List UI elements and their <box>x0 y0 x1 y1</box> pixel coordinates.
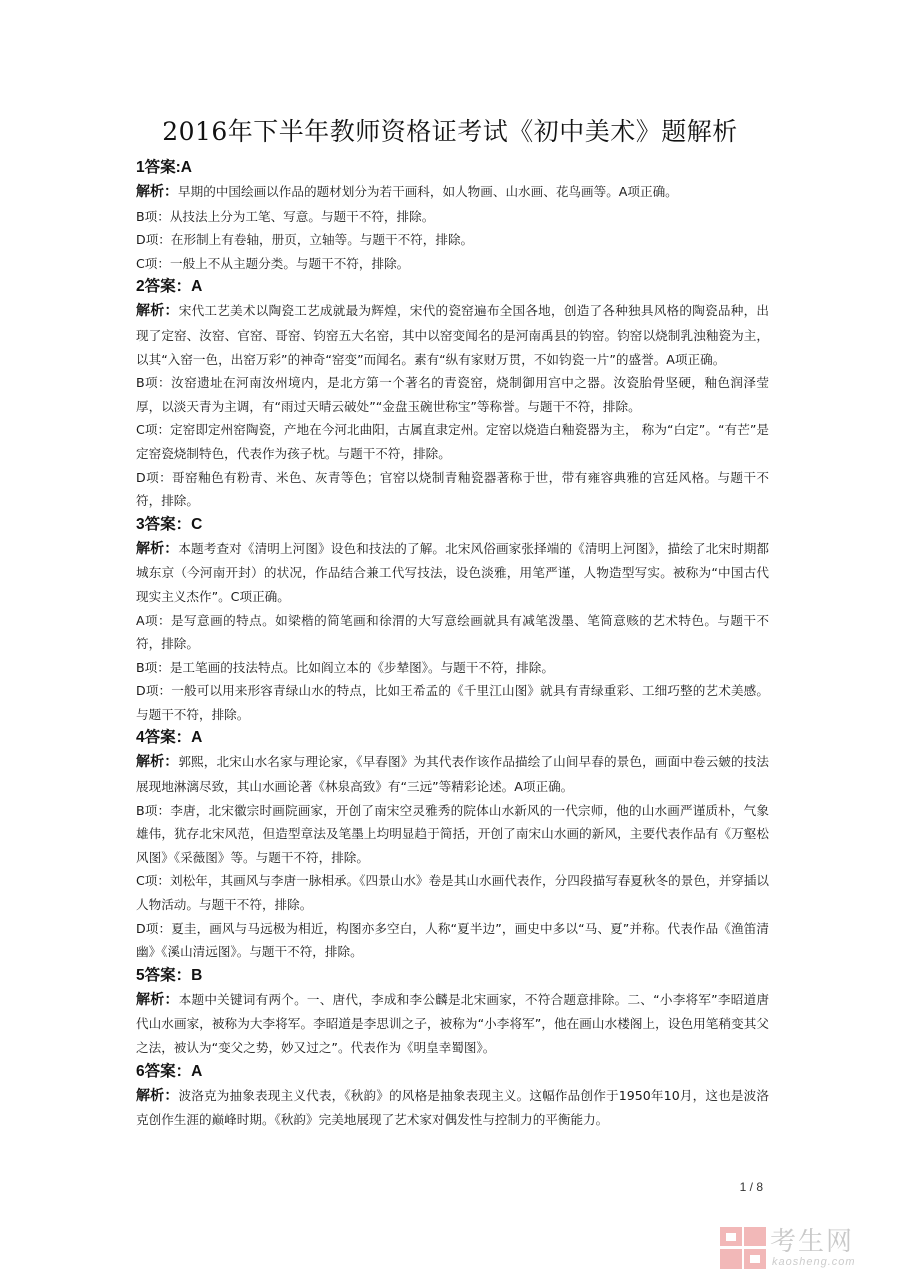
paragraph-text: 本题考查对《清明上河图》设色和技法的了解。北宋风俗画家张择端的《清明上河图》，描绘了北宋时期都城东京（今河南开封）的状况，作品结合兼工代写技法，设色淡雅，用笔严谨，人物造型写实。被称为“中国古代现实主义杰作”。C项正确。 <box>136 540 770 604</box>
answer-heading: 4答案：A <box>136 729 203 747</box>
page-title: 2016年下半年教师资格证考试《初中美术》题解析 <box>162 117 738 146</box>
answer-heading: 3答案：C <box>136 515 203 533</box>
option-paragraph <box>136 917 769 964</box>
answer-content <box>136 156 769 1132</box>
analysis-label: 解析： <box>136 540 179 557</box>
paragraph-text: C项：定窑即定州窑陶瓷，产地在今河北曲阳，古属直隶定州。定窑以烧造白釉瓷器为主， 称为“白定”。“有芒”是定窑瓷烧制特色，代表作为孩子枕。与题干不符，排除。 <box>136 422 769 461</box>
analysis-paragraph <box>136 750 769 798</box>
answer-heading: 5答案：B <box>136 966 203 984</box>
paragraph-text: B项：汝窑遗址在河南汝州境内，是北方第一个著名的青瓷窑，烧制御用宫中之器。汝瓷胎骨坚硬，釉色润泽莹厚，以淡天青为主调，有“雨过天晴云破处”“金盘玉碗世称宝”等称誉。与题干不符，排除。 <box>136 375 769 414</box>
option-paragraph <box>136 869 769 916</box>
analysis-label: 解析： <box>136 303 179 320</box>
option-paragraph <box>136 371 769 418</box>
watermark <box>720 1225 900 1273</box>
paragraph-text: A项：是写意画的特点。如梁楷的简笔画和徐渭的大写意绘画就具有减笔泼墨、笔简意赅的艺术特色。与题干不符，排除。 <box>136 612 769 652</box>
analysis-paragraph <box>136 537 769 609</box>
paragraph-text: B项：从技法上分为工笔、写意。与题干不符，排除。 <box>136 208 435 224</box>
question-block <box>136 156 769 275</box>
option-paragraph <box>136 228 769 252</box>
answer-heading: 1答案:A <box>136 159 192 176</box>
analysis-label: 解析： <box>136 184 178 200</box>
paragraph-text: C项：一般上不从主题分类。与题干不符，排除。 <box>136 255 410 271</box>
paragraph-text: 本题中关键词有两个。一、唐代，李成和李公麟是北宋画家，不符合题意排除。二、“小李将军”李昭道唐代山水画家，被称为大李将军。李昭道是李思训之子，被称为“小李将军”，他在画山水楼阁上，设色用笔稍变其父之法，被认为“变父之势，妙又过之”。代表作为《明皇幸蜀图》。 <box>136 991 769 1055</box>
paragraph-text: D项：夏圭，画风与马远极为相近，构图亦多空白，人称“夏半边”，画史中多以“马、夏”并称。代表作品《渔笛清幽》《溪山清远图》。与题干不符，排除。 <box>136 920 769 960</box>
paragraph-text: C项：刘松年，其画风与李唐一脉相承。《四景山水》卷是其山水画代表作，分四段描写春夏秋冬的景色，并穿插以人物活动。与题干不符，排除。 <box>136 873 769 913</box>
question-block <box>136 1060 769 1132</box>
option-paragraph <box>136 679 769 726</box>
watermark-subtext: kaosheng.com <box>772 1256 856 1268</box>
paragraph-text: 宋代工艺美术以陶瓷工艺成就最为辉煌，宋代的瓷窑遍布全国各地，创造了各种独具风格的陶瓷品种，出现了定窑、汝窑、官窑、哥窑、钧窑五大名窑，其中以窑变闻名的是河南禹县的钧窑。钧窑以烧制乳浊釉瓷为主，以其“入窑一色，出窑万彩”的神奇“窑变”而闻名。素有“纵有家财万贯，不如钧瓷一片”的盛誉。A项正确。 <box>136 303 770 367</box>
question-block <box>136 275 769 512</box>
analysis-paragraph <box>136 1084 769 1132</box>
paragraph-text: D项：在形制上有卷轴，册页，立轴等。与题干不符，排除。 <box>136 232 474 248</box>
option-paragraph <box>136 466 769 513</box>
option-paragraph <box>136 205 769 229</box>
question-block <box>136 513 769 727</box>
answer-heading: 6答案：A <box>136 1062 203 1080</box>
analysis-label: 解析： <box>136 991 179 1008</box>
option-paragraph <box>136 656 769 680</box>
question-block <box>136 726 769 963</box>
paragraph-text: 波洛克为抽象表现主义代表，《秋韵》的风格是抽象表现主义。这幅作品创作于1950年10月，这也是波洛克创作生涯的巅峰时期。《秋韵》完美地展现了艺术家对偶发性与控制力的平衡能力。 <box>136 1087 770 1128</box>
paragraph-text: B项：是工笔画的技法特点。比如阎立本的《步辇图》。与题干不符，排除。 <box>136 659 554 675</box>
kaosheng-logo-icon <box>720 1227 766 1269</box>
analysis-paragraph <box>136 988 769 1060</box>
paragraph-text: D项：一般可以用来形容青绿山水的特点，比如王希孟的《千里江山图》就具有青绿重彩、工细巧整的艺术美感。与题干不符，排除。 <box>136 683 769 722</box>
option-paragraph <box>136 252 769 276</box>
option-paragraph <box>136 418 769 465</box>
analysis-paragraph <box>136 180 769 205</box>
page-number: 1 / 8 <box>739 1180 763 1194</box>
answer-heading: 2答案：A <box>136 278 203 296</box>
analysis-label: 解析： <box>136 1087 179 1104</box>
option-paragraph <box>136 609 769 656</box>
paragraph-text: 郭熙，北宋山水名家与理论家，《早春图》为其代表作该作品描绘了山间早春的景色，画面中卷云皴的技法展现地淋漓尽致，其山水画论著《林泉高致》有“三远”等精彩论述。A项正确。 <box>136 754 770 795</box>
paragraph-text: D项：哥窑釉色有粉青、米色、灰青等色；官窑以烧制青釉瓷器著称于世，带有雍容典雅的宫廷风格。与题干不符，排除。 <box>136 469 769 509</box>
watermark-text: 考生网 <box>770 1227 855 1257</box>
analysis-paragraph <box>136 299 769 371</box>
paragraph-text: B项：李唐，北宋徽宗时画院画家，开创了南宋空灵雅秀的院体山水新风的一代宗师，他的山水画严谨质朴，气象雄伟，犹存北宋风范，但造型章法及笔墨上均明显趋于简括，开创了南宋山水画的新风，主要代表作品有《万壑松风图》《采薇图》等。与题干不符，排除。 <box>136 802 769 865</box>
option-paragraph <box>136 799 769 870</box>
analysis-label: 解析： <box>136 754 179 771</box>
question-block <box>136 964 769 1060</box>
paragraph-text: 早期的中国绘画以作品的题材划分为若干画科，如人物画、山水画、花鸟画等。A项正确。 <box>178 184 678 199</box>
